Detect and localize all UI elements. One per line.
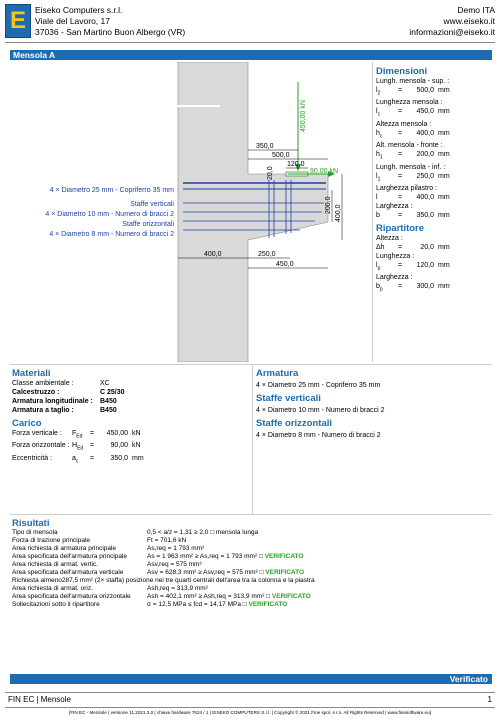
verified-badge: VERIFICATO — [264, 553, 304, 560]
dim-value: 500,0 — [416, 87, 434, 94]
materials-title: Materiali — [12, 368, 51, 379]
result-row — [12, 545, 492, 553]
load-row: Forza orizzontale : $H_{Ed}$ = 90,00 kN — [12, 441, 248, 453]
header-divider — [5, 42, 495, 43]
results-list — [12, 529, 492, 609]
website-link[interactable]: www.eiseko.it — [443, 16, 495, 26]
mat-value: B450 — [100, 398, 117, 405]
result-value: As = 1 963 mm² ≥ As,req = 1 793 mm² □ VERIFICATO — [147, 553, 304, 560]
rip-label: Lunghezza : — [376, 252, 415, 260]
dimensions-list — [376, 77, 494, 220]
dim-item: Lungh. mensola - sup. : $l_2$ = 500,0 mm — [376, 77, 494, 98]
svg-text:400,0: 400,0 — [204, 251, 222, 258]
rip-label: Altezza : — [376, 234, 403, 242]
load-label: Forza verticale : — [12, 430, 62, 437]
load-list — [12, 429, 248, 466]
vertical-load-label: 450,00 kN — [300, 100, 307, 132]
vertical-stirrups-title: Staffe verticali — [256, 393, 321, 404]
verified-badge: VERIFICATO — [248, 601, 288, 608]
mat-label: Calcestruzzo : — [12, 389, 60, 396]
dim-symbol: $h_1$ — [376, 151, 383, 161]
distributor-list — [376, 234, 494, 295]
dim-item: Lunghezza mensola : $l_c$ = 450,0 mm — [376, 98, 494, 119]
load-value: 350,0 — [110, 454, 128, 462]
label-main-rebar: 4 × Diametro 25 mm - Copriferro 35 mm — [49, 187, 174, 194]
result-value: Ft = 701,6 kN — [147, 537, 187, 544]
result-row — [12, 601, 492, 609]
page-number: 1 — [487, 695, 492, 704]
load-value: 450,00 — [106, 430, 128, 437]
result-label: Tipo di mensola — [12, 529, 58, 536]
result-row — [12, 593, 492, 601]
label-vertical-stirrups: 4 × Diametro 10 mm - Numero di bracci 2 — [45, 211, 174, 218]
result-value: 0,5 < a/z = 1,31 ≥ 2,0 □ mensola lunga — [147, 529, 259, 536]
company-name: Eiseko Computers s.r.l. — [35, 5, 123, 15]
load-symbol: $F_{Ed}$ — [72, 430, 83, 440]
dim-symbol: $l_1$ — [376, 172, 381, 182]
result-label: Sollecitazioni sotto il ripartitore — [12, 601, 100, 608]
mat-value: B450 — [100, 407, 117, 414]
rip-unit: mm — [438, 261, 450, 269]
svg-text:120,0: 120,0 — [287, 161, 305, 168]
svg-text:350,0: 350,0 — [256, 143, 274, 150]
result-label: Area richiesta di armat. oriz. — [12, 585, 93, 592]
dimensions-title: Dimensioni — [376, 66, 428, 77]
result-value: σ = 12,5 MPa ≤ fcd = 14,17 MPa □ VERIFICATO — [147, 601, 288, 608]
dim-item: Larghezza pilastro : l = 400,0 mm — [376, 184, 494, 202]
load-unit: kN — [132, 430, 141, 437]
svg-text:250,0: 250,0 — [258, 251, 276, 258]
load-unit: mm — [132, 454, 144, 462]
svg-text:20,0: 20,0 — [267, 166, 274, 180]
logo — [5, 4, 31, 38]
status-verified: Verificato — [449, 674, 488, 684]
dim-value: 250,0 — [416, 172, 434, 180]
rip-symbol: $b_p$ — [376, 283, 383, 293]
company-street: Viale del Lavoro, 17 — [35, 16, 110, 26]
horizontal-stirrups-line: 4 × Diametro 8 mm - Numero di bracci 2 — [256, 432, 381, 439]
demo-label: Demo ITA — [457, 5, 495, 15]
load-row: Forza verticale : $F_{Ed}$ = 450,00 kN — [12, 429, 248, 441]
rip-value: 300,0 — [416, 283, 434, 291]
result-value: Asv,req = 575 mm² — [147, 561, 202, 568]
dim-label: Alt. mensola - fronte : — [376, 142, 443, 150]
dim-value: 200,0 — [416, 151, 434, 159]
dim-symbol: $l_c$ — [376, 108, 381, 118]
dim-symbol: b — [376, 211, 380, 219]
dim-symbol: $l_2$ — [376, 87, 381, 97]
svg-text:400,0: 400,0 — [335, 204, 342, 222]
result-label: Area specificata dell'armatura orizzontale — [12, 593, 131, 600]
dim-unit: mm — [438, 108, 450, 116]
load-symbol: $H_{Ed}$ — [72, 442, 84, 452]
load-value: 90,00 — [110, 442, 128, 450]
rip-item: Larghezza : $b_p$ = 300,0 mm — [376, 273, 494, 294]
rip-label: Larghezza : — [376, 274, 413, 282]
result-row — [12, 537, 492, 545]
result-row — [12, 585, 492, 593]
distributor-title: Ripartitore — [376, 222, 425, 234]
footer-copyright: [FIN EC - Mensole | versione 11.2021.3.0 | chiave hardware 7624 / 1 | EISEKO COMPUTERS S.r.l. | Copyright © 2021 Fine spol. s r.o. All Rights Reserved | www.finesoftware.eu] — [69, 710, 431, 715]
dim-label: Lungh. mensola - inf. : — [376, 163, 446, 171]
svg-text:200,0: 200,0 — [325, 196, 332, 214]
load-label: Eccentricità : — [12, 454, 53, 462]
verified-badge: VERIFICATO — [265, 569, 305, 576]
rip-unit: mm — [438, 243, 450, 251]
bracket-drawing — [10, 62, 372, 362]
result-label: Area specificata dell'armatura verticale — [12, 569, 124, 576]
mat-value: C 25/30 — [100, 389, 125, 396]
status-bar — [10, 674, 492, 684]
dim-unit: mm — [438, 211, 450, 219]
load-unit: kN — [132, 442, 141, 450]
dim-label: Altezza mensola : — [376, 120, 432, 128]
result-label: Area specificata dell'armatura principale — [12, 553, 128, 560]
dim-item: Altezza mensola : $h_c$ = 400,0 mm — [376, 120, 494, 141]
dim-item: Larghezza : b = 350,0 mm — [376, 202, 494, 220]
dim-label: Lungh. mensola - sup. : — [376, 78, 450, 85]
dim-label: Larghezza : — [376, 202, 413, 210]
svg-text:450,0: 450,0 — [276, 261, 294, 268]
dim-value: 400,0 — [416, 193, 434, 201]
load-row: Eccentricità : $a_c$ = 350,0 mm — [12, 454, 248, 466]
result-row — [12, 561, 492, 569]
result-row — [12, 529, 492, 537]
dim-label: Larghezza pilastro : — [376, 184, 438, 192]
result-label: Area richiesta di armat. vertic. — [12, 561, 98, 568]
dim-unit: mm — [438, 87, 450, 94]
result-value: Asv = 628,3 mm² ≥ Asv,req = 575 mm² □ VERIFICATO — [147, 569, 305, 576]
dim-symbol: $h_c$ — [376, 129, 383, 140]
rip-value: 120,0 — [416, 261, 434, 269]
label-horizontal-stirrups-title: Staffe orizzontali — [122, 221, 174, 228]
reinforcement-line: 4 × Diametro 25 mm - Copriferro 35 mm — [256, 382, 381, 389]
dim-symbol: l — [376, 193, 378, 201]
load-symbol: $a_c$ — [72, 454, 79, 465]
mat-value: XC — [100, 380, 110, 387]
result-row — [12, 553, 492, 561]
label-vertical-stirrups-title: Staffe verticali — [130, 201, 174, 208]
reinforcement-title: Armatura — [256, 368, 299, 379]
dim-item: Lungh. mensola - inf. : $l_1$ = 250,0 mm — [376, 163, 494, 184]
dim-unit: mm — [438, 151, 450, 159]
verified-badge: VERIFICATO — [271, 593, 311, 600]
label-horizontal-stirrups: 4 × Diametro 8 mm - Numero di bracci 2 — [49, 231, 174, 238]
result-value: Ash = 402,1 mm² ≥ Ash,req = 313,9 mm² □ VERIFICATO — [147, 593, 311, 600]
company-city: 37036 - San Martino Buon Albergo (VR) — [35, 27, 186, 37]
rip-item: Altezza : Δh = 20,0 mm — [376, 234, 494, 252]
load-label: Forza orizzontale : — [12, 442, 70, 450]
dim-unit: mm — [438, 172, 450, 180]
result-label: Area richiesta di armatura principale — [12, 545, 117, 552]
rip-unit: mm — [438, 283, 450, 291]
horizontal-stirrups-title: Staffe orizzontali — [256, 418, 333, 429]
horizontal-load-label: 90,00 kN — [310, 168, 339, 175]
rip-symbol: $l_p$ — [376, 261, 381, 272]
result-value: As,req = 1 793 mm² — [147, 545, 205, 552]
dim-value: 350,0 — [416, 211, 434, 219]
results-title: Risultati — [12, 518, 50, 529]
dim-item: Alt. mensola - fronte : $h_1$ = 200,0 mm — [376, 141, 494, 162]
result-note: Richiesta almeno287,5 mm² (2× staffa) posizione nei tre quarti centrali dell'area tra la colonna e la piastra — [12, 577, 315, 584]
mat-label: Armatura a taglio : — [12, 407, 74, 414]
email-link[interactable]: informazioni@eiseko.it — [409, 27, 495, 37]
rip-symbol: Δh — [376, 243, 385, 251]
vertical-stirrups-line: 4 × Diametro 10 mm - Numero di bracci 2 — [256, 407, 385, 414]
rip-item: Lunghezza : $l_p$ = 120,0 mm — [376, 252, 494, 273]
dim-unit: mm — [438, 129, 450, 137]
rip-value: 20,0 — [420, 243, 434, 251]
result-value: Ash,req = 313,9 mm² — [147, 585, 208, 592]
section-title: Mensola A — [10, 50, 492, 60]
svg-text:500,0: 500,0 — [272, 152, 290, 159]
footer-module: FIN EC | Mensole — [8, 695, 71, 704]
mat-label: Classe ambientale : — [12, 380, 74, 387]
mat-label: Armatura longitudinale : — [12, 398, 93, 405]
dim-value: 400,0 — [416, 129, 434, 137]
result-label: Forza di trazione principale — [12, 537, 91, 544]
dim-value: 450,0 — [416, 108, 434, 116]
logo-letter: E — [9, 7, 26, 34]
dim-unit: mm — [438, 193, 450, 201]
load-title: Carico — [12, 418, 42, 429]
dim-label: Lunghezza mensola : — [376, 99, 443, 107]
result-row — [12, 569, 492, 577]
